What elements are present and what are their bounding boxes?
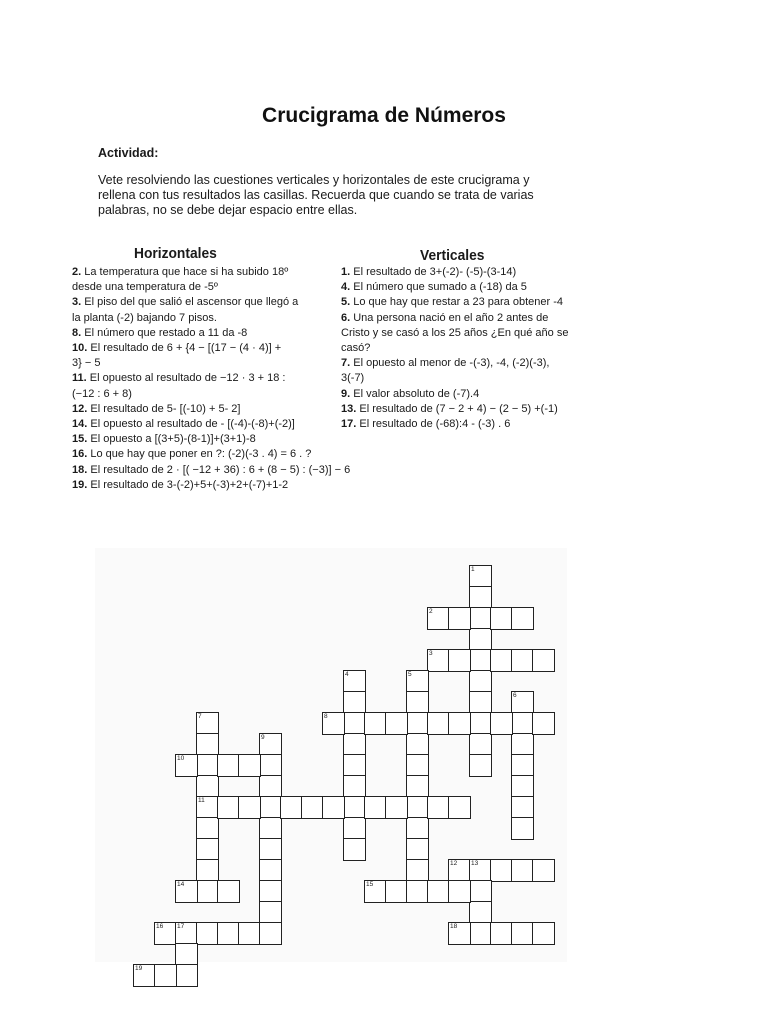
crossword-cell[interactable] [448, 649, 471, 672]
crossword-cell[interactable] [175, 943, 198, 966]
horizontal-clue-number: 18. [72, 463, 91, 476]
cell-number-label: 18 [450, 923, 458, 930]
horizontal-clue-number: 2. [72, 266, 85, 278]
crossword-cell[interactable] [511, 649, 534, 672]
horizontal-clue-number: 8. [72, 326, 85, 339]
horizontal-clue-text: (−12 : 6 + 8) [72, 387, 132, 400]
crossword-cell[interactable] [511, 691, 534, 714]
crossword-cell[interactable] [343, 775, 366, 798]
cell-number-label: 5 [408, 671, 412, 678]
crossword-cell[interactable] [259, 901, 282, 924]
crossword-cell[interactable] [196, 817, 219, 840]
horizontal-clue-number: 12. [72, 402, 91, 415]
cell-number-label: 9 [261, 734, 265, 741]
cell-number-label: 8 [324, 713, 328, 720]
page-title: Crucigrama de Números [262, 104, 506, 127]
horizontal-clue-text: El opuesto al resultado de - [(-4)-(-8)+(-2)] [90, 418, 295, 431]
crossword-cell[interactable] [196, 754, 219, 777]
horizontal-clue-number: 3. [72, 296, 85, 309]
crossword-cell[interactable] [364, 796, 387, 819]
crossword-cell[interactable] [280, 796, 303, 819]
horizontal-clue-text: El resultado de 6 + {4 − [(17 − (4 · 4)] + [90, 342, 282, 355]
vertical-clue-number: 17. [341, 418, 360, 431]
crossword-cell[interactable] [532, 712, 555, 735]
crossword-cell[interactable] [469, 754, 492, 777]
crossword-cell[interactable] [133, 964, 156, 987]
crossword-cell[interactable] [406, 859, 429, 882]
horizontal-clue-text: El número que restado a 11 da -8 [84, 326, 248, 339]
horizontal-clue-text: Lo que hay que poner en ?: (-2)(-3 . 4) = 6 . ? [90, 448, 312, 461]
crossword-cell[interactable] [385, 796, 408, 819]
horizontal-clue-text: El opuesto a [(3+5)-(8-1)]+(3+1)-8 [90, 433, 256, 446]
horizontal-clue-number: 19. [72, 478, 91, 491]
crossword-cell[interactable] [427, 796, 450, 819]
crossword-cell[interactable] [259, 754, 282, 777]
crossword-cell[interactable] [196, 859, 219, 882]
vertical-clue-text: Lo que hay que restar a 23 para obtener -4 [353, 296, 563, 309]
crossword-cell[interactable] [196, 838, 219, 861]
crossword-cell[interactable] [448, 859, 471, 882]
crossword-cell[interactable] [406, 880, 429, 903]
vertical-clue-text: El valor absoluto de (-7).4 [353, 387, 480, 400]
crossword-cell[interactable] [196, 880, 219, 903]
activity-label: Actividad: [98, 146, 159, 160]
crossword-cell[interactable] [343, 733, 366, 756]
crossword-cell[interactable] [343, 754, 366, 777]
crossword-cell[interactable] [259, 817, 282, 840]
cell-number-label: 13 [471, 860, 479, 867]
crossword-cell[interactable] [343, 691, 366, 714]
crossword-cell[interactable] [469, 607, 492, 630]
horizontal-clue-text: El resultado de 3-(-2)+5+(-3)+2+(-7)+1-2 [90, 478, 289, 491]
crossword-cell[interactable] [343, 670, 366, 693]
crossword-cell[interactable] [511, 859, 534, 882]
crossword-cell[interactable] [427, 607, 450, 630]
crossword-cell[interactable] [448, 712, 471, 735]
vertical-clue-number: 1. [341, 266, 354, 278]
horizontal-clue-text: El resultado de 2 · [( −12 + 36) : 6 + (8 − 5) : (−3)] − 6 [90, 463, 351, 476]
crossword-cell[interactable] [406, 733, 429, 756]
crossword-cell[interactable] [532, 649, 555, 672]
crossword-cell[interactable] [238, 754, 261, 777]
crossword-cell[interactable] [406, 838, 429, 861]
horizontal-clue-text: 3} − 5 [72, 357, 101, 370]
crossword-cell[interactable] [259, 838, 282, 861]
horizontal-clue-text: El opuesto al resultado de −12 · 3 + 18 : [89, 372, 286, 385]
crossword-cell[interactable] [511, 607, 534, 630]
horizontal-clue-number: 10. [72, 342, 91, 355]
crossword-cell[interactable] [469, 712, 492, 735]
crossword-cell[interactable] [469, 628, 492, 651]
horizontal-clue-number: 11. [72, 372, 90, 385]
crossword-cell[interactable] [175, 754, 198, 777]
crossword-cell[interactable] [469, 901, 492, 924]
cell-number-label: 1 [471, 566, 475, 573]
crossword-cell[interactable] [154, 922, 177, 945]
crossword-cell[interactable] [259, 922, 282, 945]
vertical-clue-number: 4. [341, 281, 354, 294]
crossword-cell[interactable] [511, 733, 534, 756]
crossword-cell[interactable] [217, 922, 240, 945]
vertical-clue-number: 9. [341, 387, 354, 400]
crossword-cell[interactable] [427, 649, 450, 672]
crossword-cell[interactable] [406, 670, 429, 693]
crossword-cell[interactable] [385, 712, 408, 735]
crossword-cell[interactable] [406, 796, 429, 819]
crossword-cell[interactable] [259, 733, 282, 756]
vertical-clue-text: Cristo y se casó a los 25 años ¿En qué año se [341, 326, 569, 339]
crossword-cell[interactable] [406, 775, 429, 798]
vertical-clue-number: 13. [341, 402, 360, 415]
crossword-cell[interactable] [238, 922, 261, 945]
crossword-cell[interactable] [532, 859, 555, 882]
vertical-clue-number: 7. [341, 357, 354, 370]
crossword-cell[interactable] [490, 859, 513, 882]
horizontal-clue-text: El resultado de 5- [(-10) + 5- 2] [90, 402, 241, 415]
crossword-cell[interactable] [364, 712, 387, 735]
horizontal-clue-number: 16. [72, 448, 91, 461]
cell-number-label: 7 [198, 713, 202, 720]
crossword-cell[interactable] [448, 607, 471, 630]
crossword-cell[interactable] [217, 796, 240, 819]
crossword-cell[interactable] [322, 712, 345, 735]
crossword-cell[interactable] [469, 691, 492, 714]
cell-number-label: 12 [450, 860, 458, 867]
crossword-cell[interactable] [469, 649, 492, 672]
crossword-cell[interactable] [406, 754, 429, 777]
cell-number-label: 15 [366, 881, 374, 888]
crossword-cell[interactable] [448, 796, 471, 819]
crossword-cell[interactable] [490, 649, 513, 672]
crossword-cell[interactable] [343, 796, 366, 819]
crossword-cell[interactable] [427, 712, 450, 735]
crossword-cell[interactable] [196, 796, 219, 819]
cell-number-label: 4 [345, 671, 349, 678]
cell-number-label: 3 [429, 650, 433, 657]
crossword-cell[interactable] [175, 964, 198, 987]
crossword-cell[interactable] [406, 817, 429, 840]
crossword-cell[interactable] [175, 922, 198, 945]
crossword-cell[interactable] [490, 712, 513, 735]
crossword-cell[interactable] [406, 712, 429, 735]
vertical-clue-text: El número que sumado a (-18) da 5 [353, 281, 527, 294]
cell-number-label: 11 [198, 797, 205, 804]
crossword-cell[interactable] [511, 754, 534, 777]
crossword-cell[interactable] [490, 607, 513, 630]
horizontal-clue-text: La temperatura que hace si ha subido 18º [84, 266, 289, 278]
crossword-cell[interactable] [490, 922, 513, 945]
crossword-cell[interactable] [259, 775, 282, 798]
crossword-cell[interactable] [406, 691, 429, 714]
vertical-clue-number: 5. [341, 296, 354, 309]
horizontal-clue-text: desde una temperatura de -5º [72, 281, 218, 294]
cell-number-label: 2 [429, 608, 433, 615]
crossword-cell[interactable] [259, 880, 282, 903]
vertical-clue-number: 6. [341, 311, 354, 324]
crossword-cell[interactable] [469, 565, 492, 588]
crossword-cell[interactable] [511, 775, 534, 798]
crossword-cell[interactable] [469, 586, 492, 609]
horizontal-clue-text: El piso del que salió el ascensor que llegó a [84, 296, 299, 309]
horizontal-clue-number: 15. [72, 433, 91, 446]
crossword-cell[interactable] [238, 796, 261, 819]
crossword-cell[interactable] [532, 922, 555, 945]
crossword-cell[interactable] [343, 838, 366, 861]
crossword-cell[interactable] [196, 712, 219, 735]
crossword-cell[interactable] [196, 775, 219, 798]
crossword-cell[interactable] [511, 796, 534, 819]
crossword-cell[interactable] [511, 922, 534, 945]
crossword-cell[interactable] [154, 964, 177, 987]
crossword-cell[interactable] [385, 880, 408, 903]
crossword-cell[interactable] [259, 859, 282, 882]
crossword-cell[interactable] [469, 670, 492, 693]
crossword-cell[interactable] [469, 733, 492, 756]
vertical-clue-text: El resultado de 3+(-2)- (-5)-(3-14) [353, 266, 517, 278]
cell-number-label: 19 [135, 965, 143, 972]
cell-number-label: 6 [513, 692, 517, 699]
vertical-clue-text: El resultado de (7 − 2 + 4) − (2 − 5) +(-1) [359, 402, 558, 415]
cell-number-label: 14 [177, 881, 185, 888]
crossword-cell[interactable] [175, 880, 198, 903]
crossword-cell[interactable] [469, 922, 492, 945]
cell-number-label: 10 [177, 755, 185, 762]
crossword-cell[interactable] [259, 796, 282, 819]
crossword-cell[interactable] [217, 754, 240, 777]
cell-number-label: 16 [156, 923, 164, 930]
vertical-clue-text: El opuesto al menor de -(-3), -4, (-2)(-3), [353, 357, 550, 370]
horizontales-heading: Horizontales [134, 245, 217, 262]
crossword-cell[interactable] [301, 796, 324, 819]
crossword-cell[interactable] [469, 880, 492, 903]
vertical-clue-text: casó? [341, 342, 371, 355]
crossword-cell[interactable] [511, 817, 534, 840]
vertical-clue-text: El resultado de (-68):4 - (-3) . 6 [359, 418, 511, 431]
crossword-cell[interactable] [343, 712, 366, 735]
crossword-cell[interactable] [196, 922, 219, 945]
vertical-clue-text: 3(-7) [341, 372, 365, 385]
horizontal-clue-number: 14. [72, 418, 91, 431]
crossword-cell[interactable] [448, 880, 471, 903]
crossword-cell[interactable] [322, 796, 345, 819]
cell-number-label: 17 [177, 923, 185, 930]
activity-text: Vete resolviendo las cuestiones verticales y horizontales de este crucigrama y rellena con tus resultados las casillas. Recuerda que cuando se trata de varias palabras, no se debe dejar espacio entre ellas. [98, 173, 534, 217]
crossword-cell[interactable] [427, 880, 450, 903]
crossword-cell[interactable] [448, 922, 471, 945]
crossword-cell[interactable] [217, 880, 240, 903]
horizontal-clue-text: la planta (-2) bajando 7 pisos. [72, 311, 217, 324]
crossword-cell[interactable] [343, 817, 366, 840]
crossword-cell[interactable] [364, 880, 387, 903]
verticales-heading: Verticales [420, 247, 485, 264]
crossword-cell[interactable] [469, 859, 492, 882]
crossword-cell[interactable] [511, 712, 534, 735]
crossword-cell[interactable] [196, 733, 219, 756]
vertical-clue-text: Una persona nació en el año 2 antes de [353, 311, 549, 324]
